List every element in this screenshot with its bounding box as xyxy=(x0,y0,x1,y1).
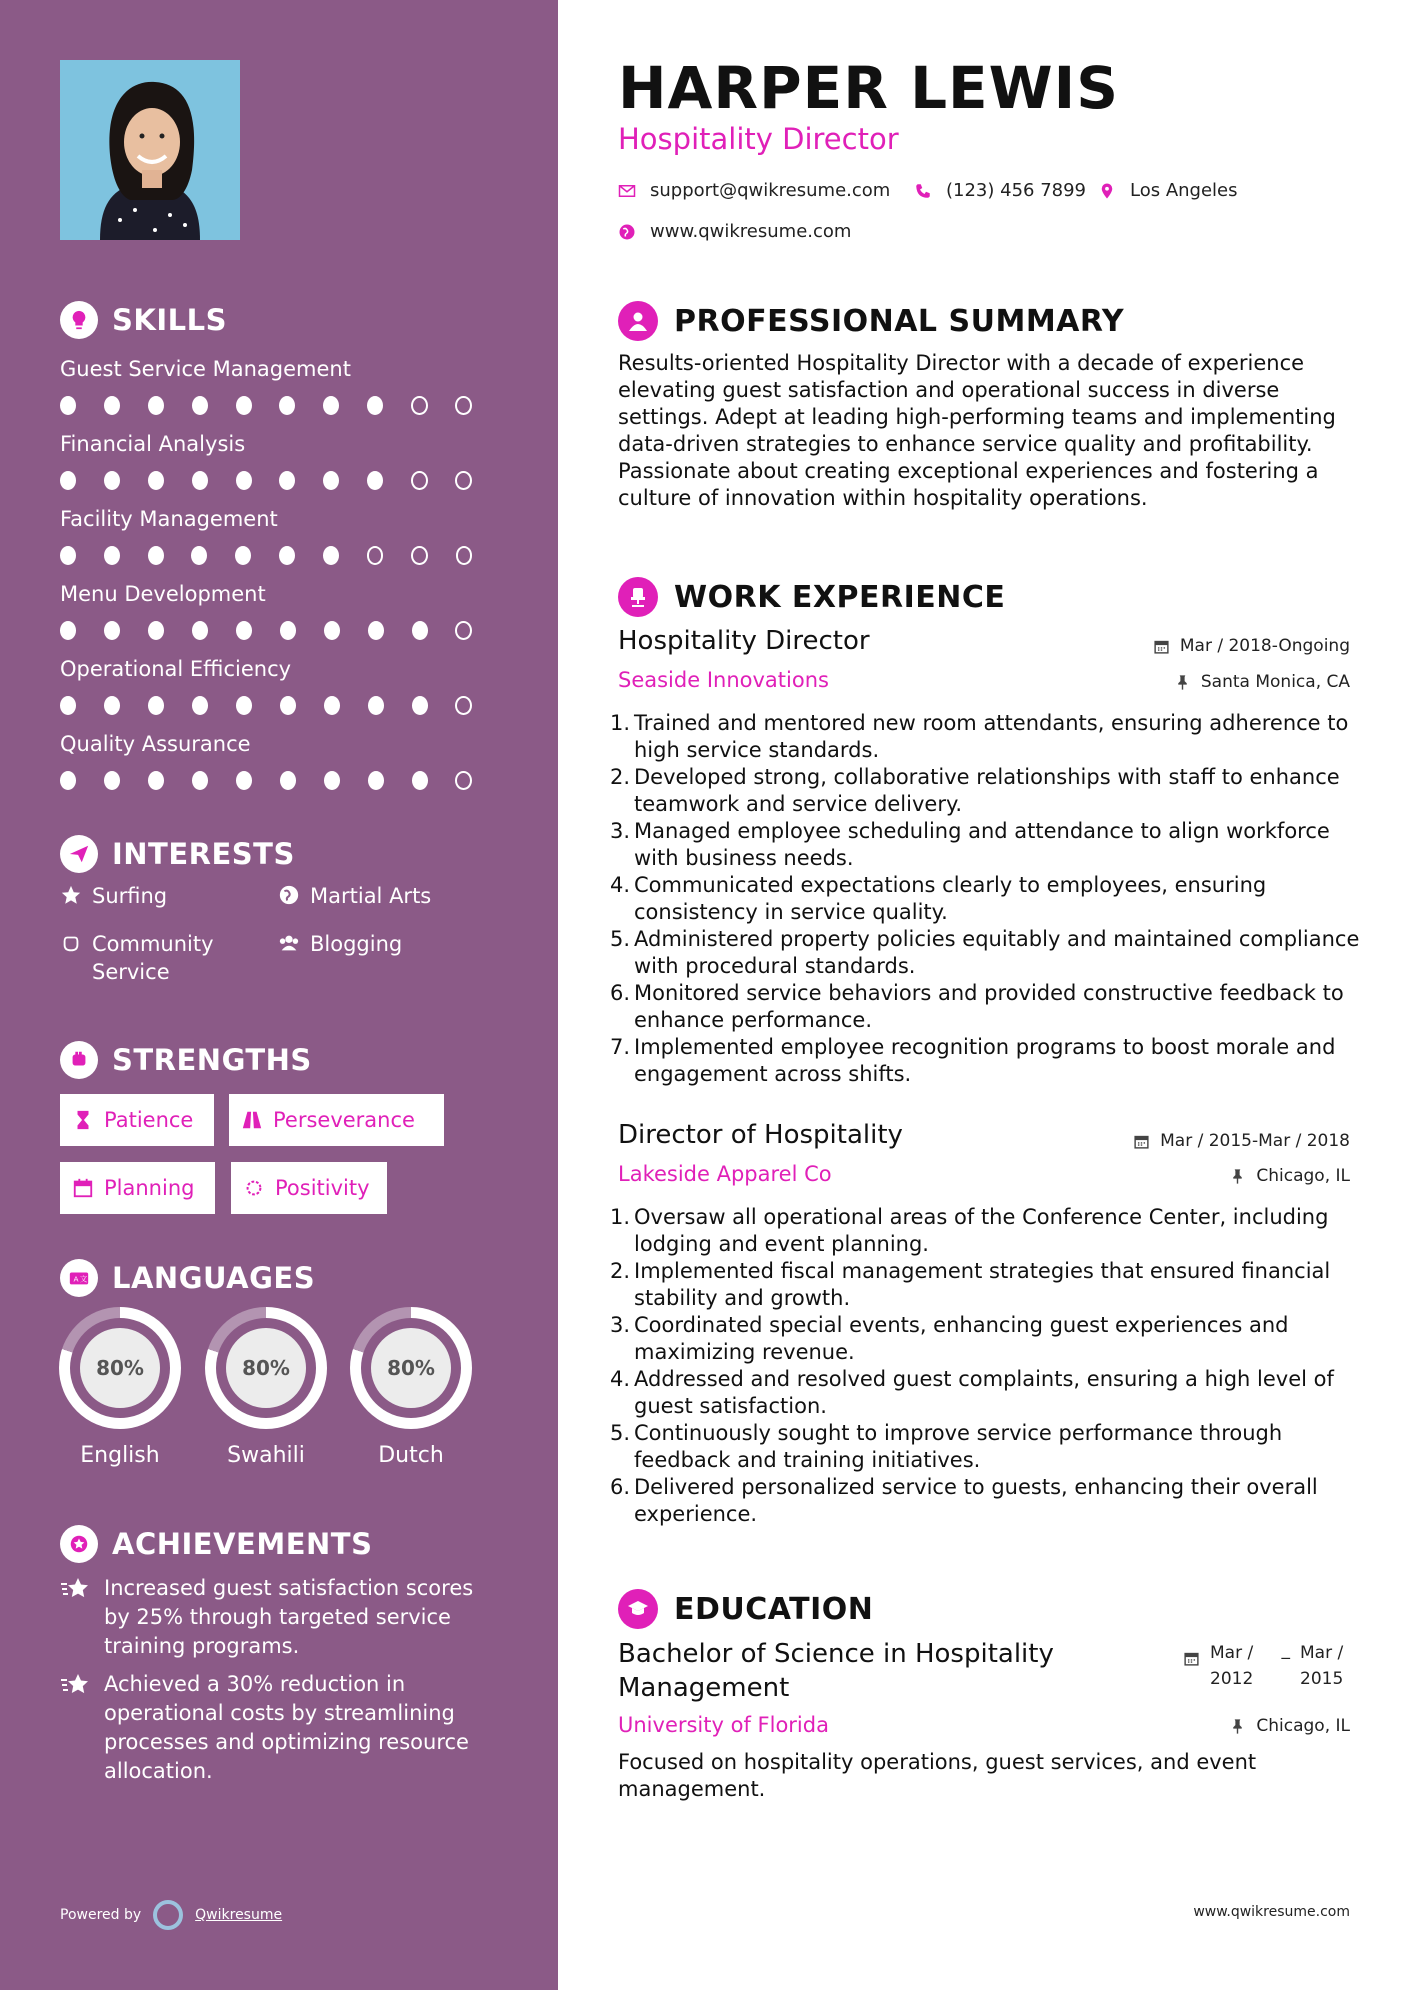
rating-dot-filled xyxy=(104,621,120,640)
rating-dot-filled xyxy=(367,471,383,490)
job-bullet: 6. Monitored service behaviors and provided constructive feedback to enhance performance. xyxy=(609,981,1344,1032)
paper-plane-icon xyxy=(60,835,98,873)
job-bullet: 2. Implemented fiscal management strategies that ensured financial stability and growth. xyxy=(609,1259,1331,1310)
sidebar xyxy=(0,0,558,1990)
skill-name: Guest Service Management xyxy=(60,357,351,381)
job-dates xyxy=(1133,1131,1350,1151)
skill-name: Quality Assurance xyxy=(60,732,251,756)
school-name: University of Florida xyxy=(618,1713,829,1737)
rating-dot-filled xyxy=(279,396,295,415)
pushpin-icon xyxy=(1229,1168,1246,1185)
rating-dot-filled xyxy=(280,771,296,790)
rating-dot-filled xyxy=(324,771,340,790)
award-icon xyxy=(60,1525,98,1563)
rating-dot-filled xyxy=(192,696,208,715)
interest-label: Community Service xyxy=(92,932,214,984)
envelope-icon xyxy=(618,182,636,200)
job-bullet: 7. Implemented employee recognition programs to boost morale and engagement across shifts. xyxy=(609,1035,1336,1086)
skills-section xyxy=(60,300,500,756)
skill-rating xyxy=(60,621,500,641)
footer-url-link[interactable]: www.qwikresume.com xyxy=(1193,1904,1350,1920)
powered-by xyxy=(60,1900,282,1930)
job-location-text: Chicago, IL xyxy=(1256,1166,1350,1186)
language-ring xyxy=(350,1307,472,1429)
skill-rating xyxy=(60,546,500,566)
skill-item xyxy=(60,729,500,791)
education-description: Focused on hospitality operations, guest services, and event management. xyxy=(618,1750,1257,1801)
rating-dot-filled xyxy=(192,771,208,790)
job-bullet: 4. Addressed and resolved guest complaints, ensuring a high level of guest satisfaction. xyxy=(609,1367,1334,1418)
rating-dot-filled xyxy=(148,621,164,640)
users-icon xyxy=(278,932,300,954)
job-title: Hospitality Director xyxy=(618,626,870,656)
interest-label: Blogging xyxy=(310,932,403,956)
strength-label: Patience xyxy=(104,1108,194,1132)
pushpin-icon xyxy=(1174,674,1191,691)
interests-title: INTERESTS xyxy=(112,837,295,871)
location-text: Los Angeles xyxy=(1130,180,1238,201)
interest-item xyxy=(60,882,167,910)
map-pin-icon xyxy=(1098,182,1116,200)
rating-dot-empty xyxy=(411,471,428,490)
rating-dot-filled xyxy=(148,696,164,715)
job-location xyxy=(1229,1166,1350,1186)
strength-badge xyxy=(60,1162,215,1214)
rating-dot-filled xyxy=(323,396,339,415)
website-text: www.qwikresume.com xyxy=(650,221,852,242)
skills-title: SKILLS xyxy=(112,303,227,337)
strength-label: Planning xyxy=(104,1176,195,1200)
rating-dot-filled xyxy=(104,546,120,565)
rating-dot-filled xyxy=(60,471,76,490)
rating-dot-filled xyxy=(104,771,120,790)
rating-dot-filled xyxy=(324,696,340,715)
rating-dot-filled xyxy=(412,696,428,715)
hourglass-icon xyxy=(72,1109,94,1131)
rating-dot-filled xyxy=(191,546,207,565)
job-bullet: 2. Developed strong, collaborative relationships with staff to enhance teamwork and service delivery. xyxy=(609,765,1340,816)
language-percent: 80% xyxy=(226,1328,306,1408)
skill-name: Operational Efficiency xyxy=(60,657,292,681)
interest-label: Martial Arts xyxy=(310,884,432,908)
star-achievement-icon xyxy=(60,1672,90,1698)
rating-dot-filled xyxy=(236,621,252,640)
rating-dot-filled xyxy=(412,771,428,790)
rating-dot-filled xyxy=(104,471,120,490)
calendar-icon xyxy=(72,1177,94,1199)
skill-name: Financial Analysis xyxy=(60,432,246,456)
language-name: Swahili xyxy=(227,1443,305,1468)
strength-badge xyxy=(231,1162,387,1214)
job-dates-text: Mar / 2018-Ongoing xyxy=(1179,636,1350,656)
education-start: Mar / 2012 xyxy=(1210,1643,1254,1689)
skill-rating xyxy=(60,696,500,716)
language-item xyxy=(350,1307,472,1468)
rating-dot-filled xyxy=(236,696,252,715)
language-ring xyxy=(205,1307,327,1429)
language-name: English xyxy=(80,1443,160,1468)
rating-dot-filled xyxy=(148,771,164,790)
globe-icon xyxy=(618,223,636,241)
user-icon xyxy=(618,301,658,341)
interest-item xyxy=(278,930,402,958)
rating-dot-filled xyxy=(280,621,296,640)
skill-rating xyxy=(60,471,500,491)
experience-header xyxy=(618,576,1005,618)
powered-brand-link[interactable]: Qwikresume xyxy=(195,1907,283,1923)
rating-dot-filled xyxy=(236,396,252,415)
strength-badge xyxy=(229,1094,444,1146)
star-achievement-icon xyxy=(60,1576,90,1602)
achievement-item xyxy=(60,1574,500,1661)
rating-dot-filled xyxy=(412,621,428,640)
achievements-section xyxy=(60,1524,500,1783)
summary-title: PROFESSIONAL SUMMARY xyxy=(674,303,1125,339)
job-bullets xyxy=(606,710,1366,1088)
fist-icon xyxy=(60,1041,98,1079)
education-end: Mar / 2015 xyxy=(1300,1643,1344,1689)
job-bullet: 3. Managed employee scheduling and attendance to align workforce with business needs. xyxy=(609,819,1330,870)
svg-text:A: A xyxy=(73,1274,79,1284)
rating-dot-empty xyxy=(455,396,472,415)
calendar-icon xyxy=(1183,1650,1200,1667)
skill-item xyxy=(60,354,500,416)
rating-dot-filled xyxy=(192,396,208,415)
contact-email[interactable] xyxy=(618,180,890,201)
achievement-text: Achieved a 30% reduction in operational costs by streamlining processes and optimizing resource allocation. xyxy=(104,1672,469,1783)
rating-dot-empty xyxy=(411,396,428,415)
experience-title: WORK EXPERIENCE xyxy=(674,579,1006,615)
rating-dot-filled xyxy=(60,621,76,640)
candidate-name: HARPER LEWIS xyxy=(618,54,1119,122)
phone-text: (123) 456 7899 xyxy=(946,180,1087,201)
company-name: Seaside Innovations xyxy=(618,668,829,692)
interest-label: Surfing xyxy=(92,884,168,908)
rating-dot-filled xyxy=(324,621,340,640)
contact-website[interactable] xyxy=(618,221,851,242)
achievement-item xyxy=(60,1670,500,1786)
rating-dot-filled xyxy=(148,471,164,490)
calendar-icon xyxy=(1153,638,1170,655)
skill-rating xyxy=(60,771,500,791)
achievements-title: ACHIEVEMENTS xyxy=(112,1527,373,1561)
skill-rating xyxy=(60,396,500,416)
language-name: Dutch xyxy=(378,1443,444,1468)
job-location xyxy=(1174,672,1350,692)
qwikresume-logo-icon xyxy=(153,1900,183,1930)
job-bullet: 1. Trained and mentored new room attendants, ensuring adherence to high service standards. xyxy=(609,711,1349,762)
rating-dot-empty xyxy=(455,696,472,715)
job-bullets xyxy=(606,1204,1366,1528)
education-title: EDUCATION xyxy=(674,1591,874,1627)
rating-dot-empty xyxy=(411,546,428,565)
rating-dot-filled xyxy=(148,546,164,565)
summary-header xyxy=(618,300,1124,342)
road-icon xyxy=(241,1109,263,1131)
rating-dot-filled xyxy=(323,546,339,565)
language-item xyxy=(59,1307,181,1468)
interest-item xyxy=(60,930,250,986)
languages-section xyxy=(60,1258,500,1298)
rating-dot-filled xyxy=(368,696,384,715)
svg-text:文: 文 xyxy=(79,1274,88,1284)
office-chair-icon xyxy=(618,577,658,617)
rating-dot-filled xyxy=(368,771,384,790)
achievement-text: Increased guest satisfaction scores by 25% through targeted service training programs. xyxy=(104,1576,474,1658)
job-bullet: 1. Oversaw all operational areas of the Conference Center, including lodging and event planning. xyxy=(609,1205,1329,1256)
rating-dot-filled xyxy=(280,696,296,715)
interest-item xyxy=(278,882,431,910)
language-icon xyxy=(60,1259,98,1297)
company-name: Lakeside Apparel Co xyxy=(618,1162,832,1186)
skill-item xyxy=(60,429,500,491)
hand-icon xyxy=(60,932,82,954)
rating-dot-filled xyxy=(192,471,208,490)
rating-dot-filled xyxy=(148,396,164,415)
candidate-role: Hospitality Director xyxy=(618,122,899,156)
interests-section xyxy=(60,834,500,984)
rating-dot-filled xyxy=(367,396,383,415)
powered-label: Powered by xyxy=(60,1907,142,1923)
education-location-text: Chicago, IL xyxy=(1256,1716,1350,1736)
job-title: Director of Hospitality xyxy=(618,1120,903,1150)
job-dates xyxy=(1153,636,1350,656)
globe-icon xyxy=(278,884,300,906)
strengths-title: STRENGTHS xyxy=(112,1043,312,1077)
star-icon xyxy=(60,884,82,906)
rating-dot-filled xyxy=(323,471,339,490)
job-bullet: 5. Continuously sought to improve service performance through feedback and training initiatives. xyxy=(609,1421,1283,1472)
rating-dot-filled xyxy=(60,396,76,415)
languages-title: LANGUAGES xyxy=(112,1261,316,1295)
contact-phone[interactable] xyxy=(914,180,1086,201)
phone-icon xyxy=(914,182,932,200)
summary-text: Results-oriented Hospitality Director with a decade of experience elevating guest satisfaction and operational success in diverse settings. Adept at leading high-performing teams and implementing data-driven strategies to enhance service quality and profitability. Passionate about creating exceptional experiences and fostering a culture of innovation within hospitality operations. xyxy=(618,351,1336,510)
strength-badge xyxy=(60,1094,214,1146)
language-item xyxy=(205,1307,327,1468)
strength-label: Perseverance xyxy=(273,1108,415,1132)
job-bullet: 5. Administered property policies equitably and maintained compliance with procedural standards. xyxy=(609,927,1360,978)
email-text: support@qwikresume.com xyxy=(650,180,891,201)
rating-dot-empty xyxy=(455,771,472,790)
rating-dot-filled xyxy=(60,546,76,565)
language-ring xyxy=(59,1307,181,1429)
rating-dot-filled xyxy=(192,621,208,640)
pushpin-icon xyxy=(1229,1718,1246,1735)
contact-location xyxy=(1098,180,1238,201)
rating-dot-filled xyxy=(104,696,120,715)
job-location-text: Santa Monica, CA xyxy=(1200,672,1350,692)
rating-dot-filled xyxy=(279,471,295,490)
job-bullet: 6. Delivered personalized service to guests, enhancing their overall experience. xyxy=(609,1475,1318,1526)
strength-label: Positivity xyxy=(275,1176,370,1200)
rating-dot-filled xyxy=(236,471,252,490)
calendar-icon xyxy=(1133,1133,1150,1150)
job-bullet: 3. Coordinated special events, enhancing guest experiences and maximizing revenue. xyxy=(609,1313,1289,1364)
skill-item xyxy=(60,579,500,641)
skill-item xyxy=(60,654,500,716)
rating-dot-filled xyxy=(104,396,120,415)
education-header xyxy=(618,1588,873,1630)
rating-dot-filled xyxy=(235,546,251,565)
lightbulb-icon xyxy=(60,301,98,339)
rating-dot-filled xyxy=(60,696,76,715)
rating-dot-empty xyxy=(455,471,472,490)
rating-dot-filled xyxy=(236,771,252,790)
language-percent: 80% xyxy=(80,1328,160,1408)
education-location xyxy=(1229,1716,1350,1736)
rating-dot-filled xyxy=(60,771,76,790)
profile-photo xyxy=(60,60,240,240)
rating-dot-empty xyxy=(455,621,472,640)
education-dates: Mar / 2012 _ Mar / 2015 xyxy=(1183,1640,1350,1692)
rating-dot-filled xyxy=(279,546,295,565)
skill-name: Menu Development xyxy=(60,582,266,606)
language-percent: 80% xyxy=(371,1328,451,1408)
strengths-section xyxy=(60,1040,500,1080)
skill-name: Facility Management xyxy=(60,507,278,531)
rating-dot-empty xyxy=(456,546,473,565)
skill-item xyxy=(60,504,500,566)
main-content xyxy=(558,0,1407,1990)
job-bullet: 4. Communicated expectations clearly to employees, ensuring consistency in service quality. xyxy=(609,873,1267,924)
rating-dot-filled xyxy=(368,621,384,640)
job-dates-text: Mar / 2015-Mar / 2018 xyxy=(1160,1131,1350,1151)
graduation-icon xyxy=(618,1589,658,1629)
rating-dot-empty xyxy=(367,546,384,565)
sun-icon xyxy=(243,1177,265,1199)
degree-title: Bachelor of Science in Hospitality Management xyxy=(618,1639,1054,1703)
